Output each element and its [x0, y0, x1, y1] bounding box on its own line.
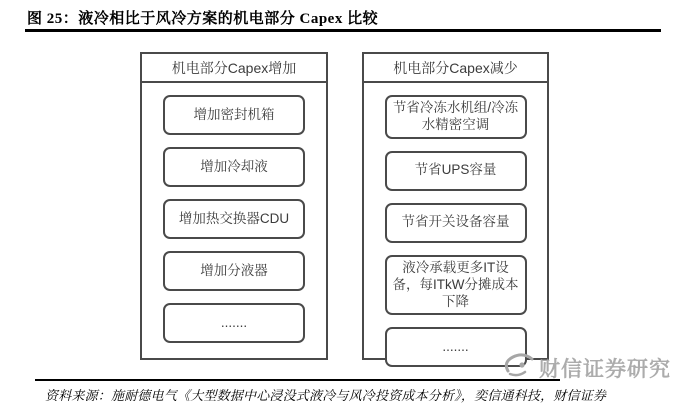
- capex-increase-panel: [140, 52, 328, 360]
- watermark: [500, 351, 671, 384]
- title-divider: [25, 29, 661, 32]
- capex-increase-item: 增加密封机箱: [163, 95, 305, 135]
- capex-decrease-body: [364, 83, 547, 367]
- capex-increase-header: 机电部分Capex增加: [142, 54, 326, 83]
- capex-increase-item: 增加冷却液: [163, 147, 305, 187]
- watermark-logo-icon: [500, 351, 536, 384]
- capex-increase-item: 增加分液器: [163, 251, 305, 291]
- capex-decrease-item: 节省冷冻水机组/冷冻水精密空调: [385, 95, 527, 139]
- capex-increase-item-ellipsis: .......: [163, 303, 305, 343]
- capex-decrease-header: 机电部分Capex减少: [364, 54, 547, 83]
- capex-decrease-panel: [362, 52, 549, 360]
- capex-decrease-item: 节省UPS容量: [385, 151, 527, 191]
- capex-decrease-item: 液冷承载更多IT设备，每ITkW分摊成本下降: [385, 255, 527, 316]
- figure-title: 图 25：液冷相比于风冷方案的机电部分 Capex 比较: [27, 11, 379, 27]
- source-divider: [35, 379, 560, 381]
- watermark-text: 财信证券研究: [539, 357, 671, 381]
- capex-increase-item: 增加热交换器CDU: [163, 199, 305, 239]
- source-note: 资料来源：施耐德电气《大型数据中心浸没式液冷与风冷投资成本分析》，奕信通科技，财信证券: [45, 388, 607, 403]
- capex-decrease-item-ellipsis: .......: [385, 327, 527, 367]
- capex-decrease-item: 节省开关设备容量: [385, 203, 527, 243]
- capex-increase-body: [142, 83, 326, 343]
